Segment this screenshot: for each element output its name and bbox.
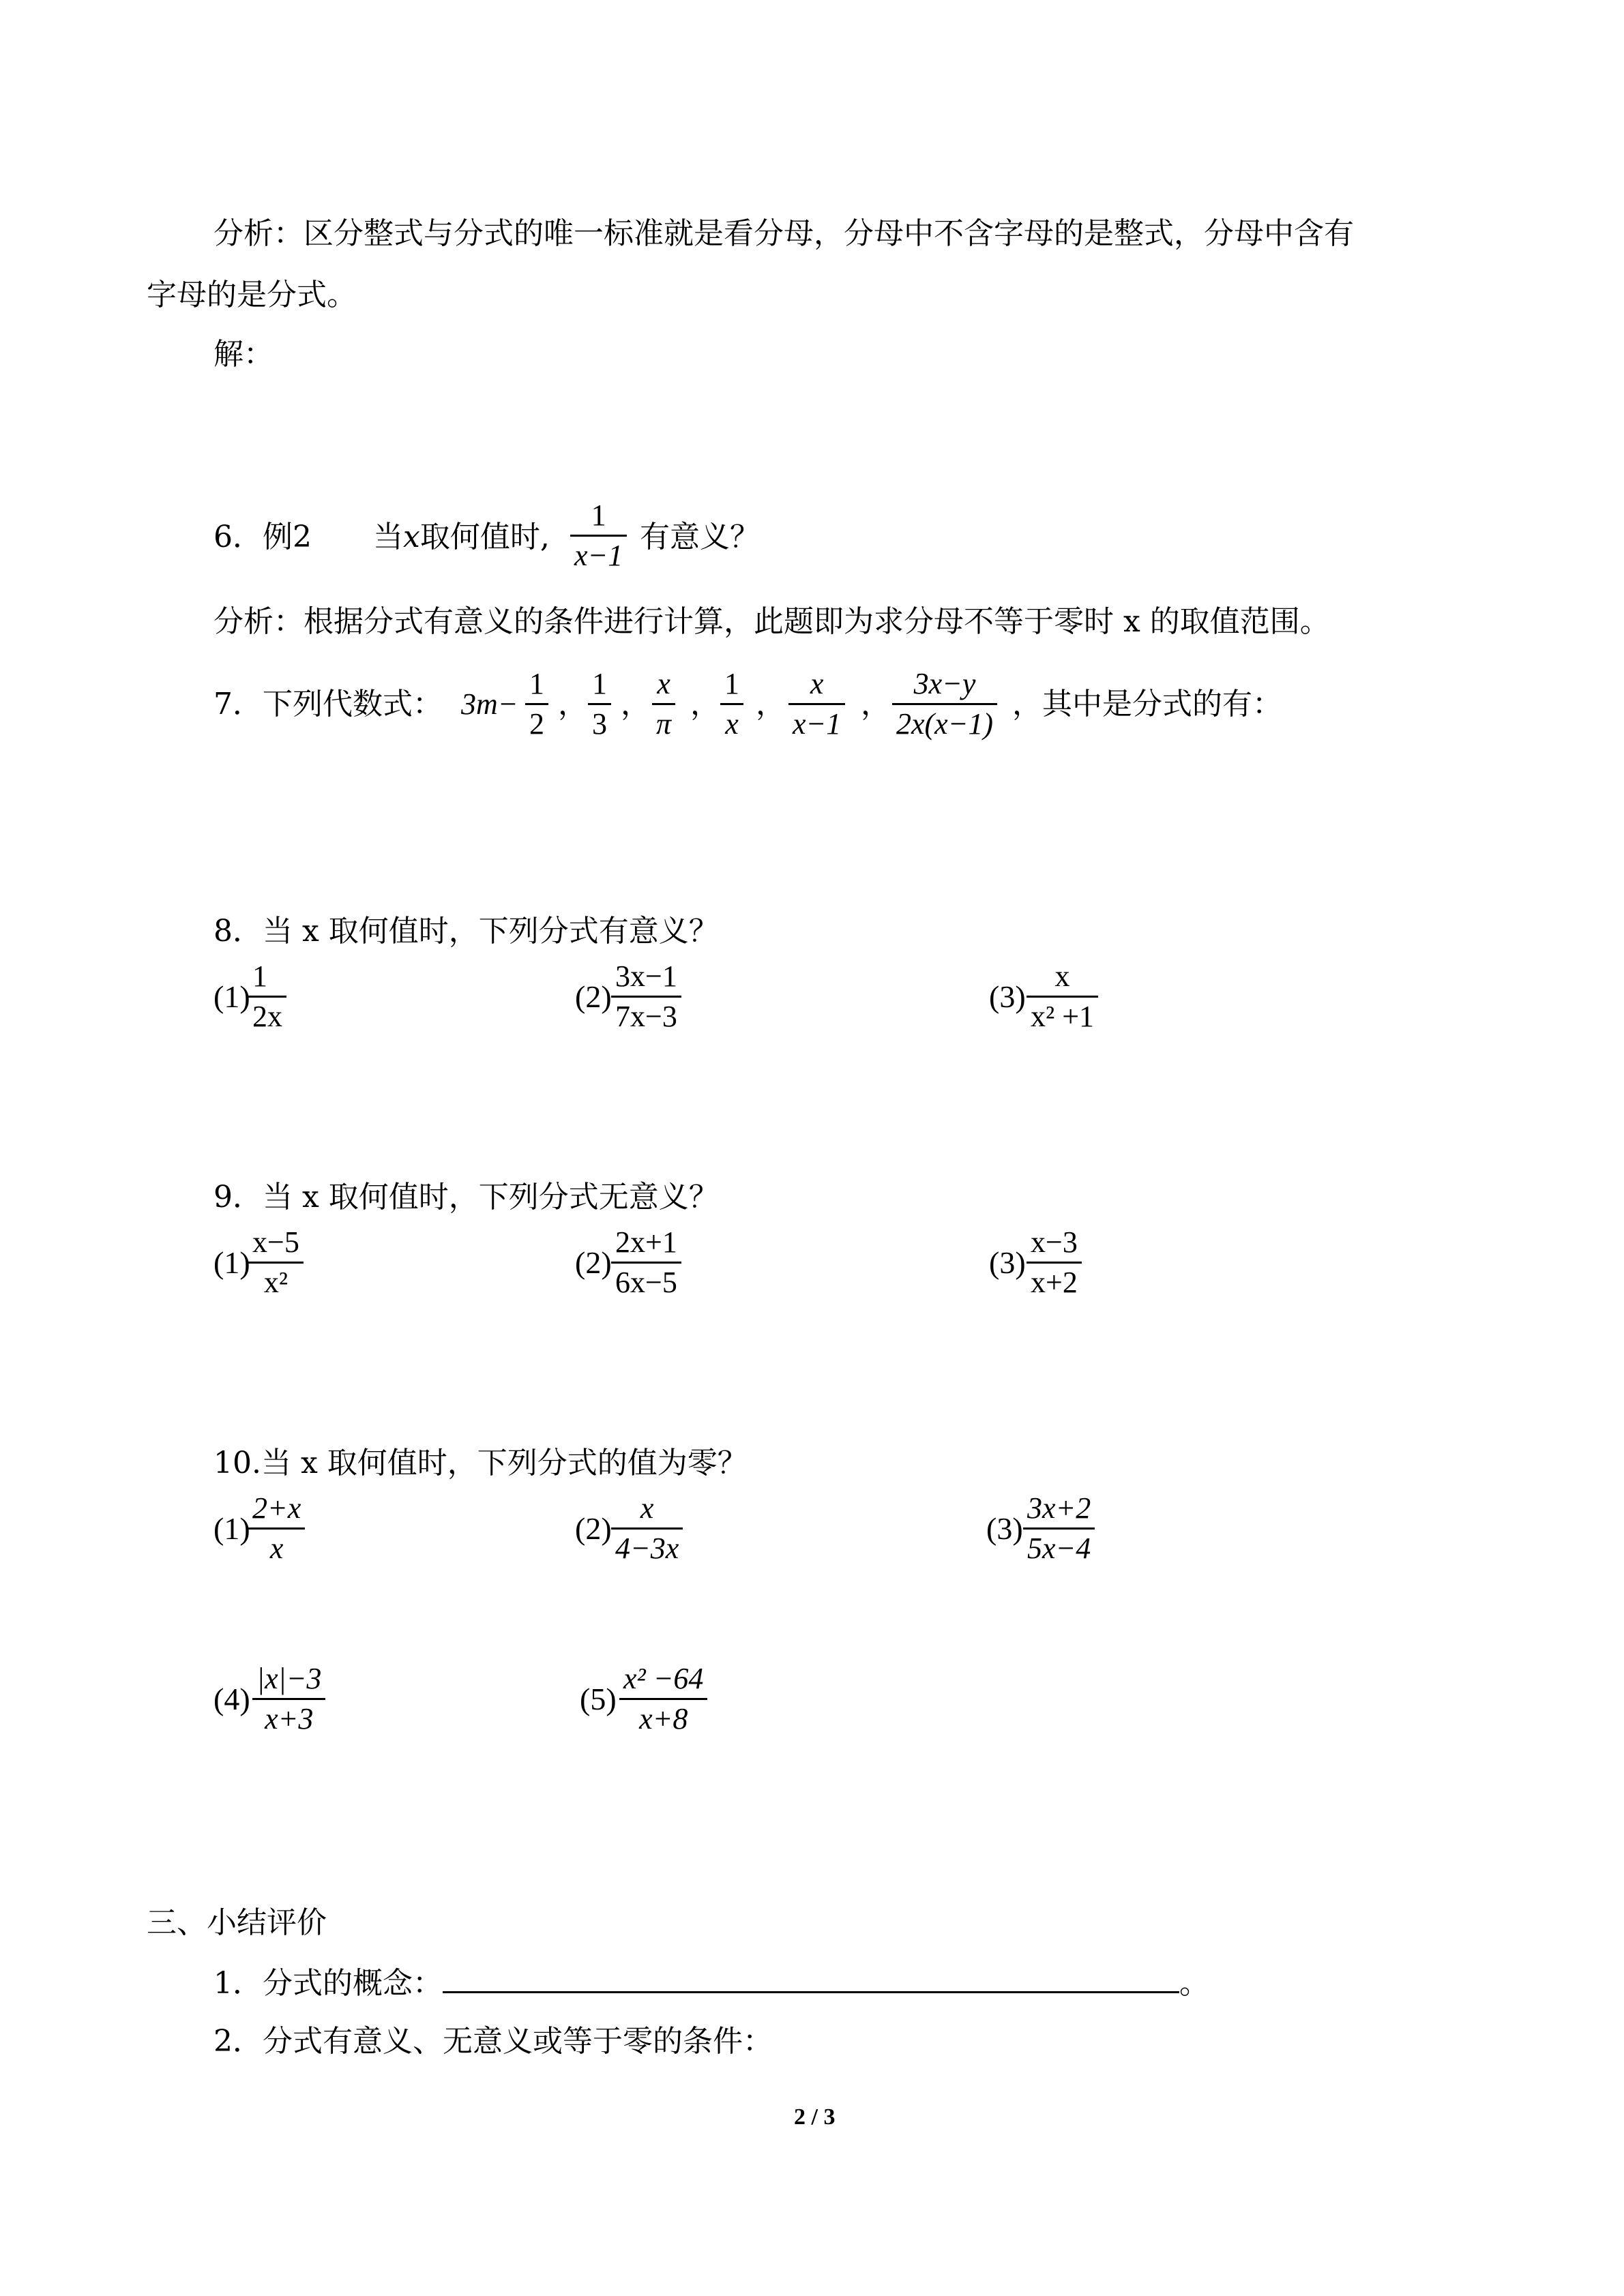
q9-label-2: (2) [575, 1245, 612, 1280]
q6-suffix: 有意义？ [640, 520, 760, 554]
q7-fraction-5 [788, 665, 845, 743]
q10-f1-num: 2+x [252, 1491, 301, 1525]
q6-text1: 当 [373, 520, 403, 554]
answer-blank[interactable] [443, 1961, 1179, 1993]
q7-f1-den: 2 [529, 707, 544, 741]
q10-label-2: (2) [575, 1511, 612, 1546]
q7-f5-den: x−1 [793, 707, 842, 741]
page-number: 2 / 3 [794, 2104, 836, 2130]
q6-fraction [570, 496, 627, 575]
q7-sep-3: ， [690, 687, 720, 721]
q6-prefix: 6．例2 [213, 520, 312, 554]
q10-fraction-2 [611, 1489, 683, 1568]
q7-f4-num: 1 [724, 667, 739, 700]
q8-fraction-3 [1027, 957, 1098, 1036]
q10-f5-den: x+8 [639, 1702, 688, 1735]
q8-f3-num: x [1054, 959, 1070, 993]
q6-line [213, 517, 550, 558]
q10-label-5: (5) [580, 1682, 617, 1716]
q9-f2-den: 6x−5 [615, 1266, 677, 1299]
q7-prefix: 7．下列代数式： [213, 687, 443, 721]
q9-label-3: (3) [989, 1245, 1026, 1280]
q7-f2-num: 1 [592, 667, 607, 700]
q10-f3-num: 3x+2 [1027, 1491, 1091, 1525]
q7-f4-den: x [725, 707, 739, 741]
q9-fraction-3 [1027, 1223, 1082, 1302]
q10-label-4: (4) [213, 1682, 250, 1716]
q7-f5-num: x [810, 667, 824, 700]
q7-fraction-3 [652, 665, 675, 743]
q8-label-3: (3) [989, 979, 1026, 1014]
summary-item-1-end: 。 [1179, 1966, 1209, 2001]
analysis-line-1: 分析：区分整式与分式的唯一标准就是看分母，分母中不含字母的是整式，分母中含有 [213, 216, 1354, 251]
q7-f3-den: π [656, 707, 672, 741]
summary-item-1-label: 1．分式的概念： [213, 1966, 443, 2001]
q9-f2-num: 2x+1 [615, 1225, 677, 1259]
q10-fraction-1 [248, 1489, 305, 1568]
q6-text2: 取何值时, [419, 520, 550, 554]
q7-f6-den: 2x(x−1) [896, 707, 994, 741]
summary-heading: 三、小结评价 [147, 1905, 327, 1940]
q7-sep-5: ， [861, 687, 891, 721]
q7-fraction-1 [525, 665, 548, 743]
q10-fraction-4 [252, 1660, 325, 1738]
q9-fraction-1 [248, 1223, 304, 1302]
q9-label-1: (1) [213, 1245, 250, 1280]
q7-f1-num: 1 [529, 667, 544, 700]
q9-f3-num: x−3 [1031, 1225, 1078, 1259]
q6-analysis: 分析：根据分式有意义的条件进行计算，此题即为求分母不等于零时 x 的取值范围。 [213, 604, 1330, 639]
summary-item-1 [213, 1961, 1209, 2004]
q9-f1-num: x−5 [252, 1225, 299, 1259]
q8-f1-num: 1 [252, 959, 267, 993]
q10-fraction-5 [619, 1660, 707, 1738]
q7-sep-4: ， [756, 687, 786, 721]
q9-f3-den: x+2 [1031, 1266, 1078, 1299]
q10-title: 10.当 x 取何值时，下列分式的值为零？ [213, 1446, 748, 1480]
q7-f3-num: x [657, 667, 670, 700]
q8-fraction-2 [611, 957, 681, 1036]
q10-f2-den: 4−3x [615, 1532, 679, 1565]
q6-denominator: x−1 [574, 539, 623, 572]
q8-title: 8．当 x 取何值时，下列分式有意义？ [213, 914, 719, 949]
q7-suffix: ，其中是分式的有： [1012, 687, 1282, 721]
q7-f6-num: 3x−y [913, 667, 976, 700]
q10-fraction-3 [1023, 1489, 1095, 1568]
q7-f2-den: 3 [592, 707, 607, 741]
q8-label-2: (2) [575, 979, 612, 1014]
q7-sep-1: ， [558, 687, 588, 721]
q8-fraction-1 [248, 957, 286, 1036]
q10-f4-den: x+3 [265, 1702, 314, 1735]
q8-f1-den: 2x [252, 1000, 282, 1033]
q10-f4-num: |x|−3 [256, 1662, 322, 1695]
q7-fraction-2 [588, 665, 611, 743]
q8-label-1: (1) [213, 979, 250, 1014]
q9-fraction-2 [611, 1223, 681, 1302]
solution-label: 解： [213, 337, 274, 372]
q7-lead-term: 3m− [461, 687, 518, 721]
q10-label-1: (1) [213, 1511, 250, 1546]
q8-f3-den: x² +1 [1031, 1000, 1095, 1033]
q10-f1-den: x [269, 1532, 284, 1565]
q10-f5-num: x² −64 [623, 1662, 704, 1695]
q6-var: x [403, 520, 420, 554]
summary-item-2: 2．分式有意义、无意义或等于零的条件： [213, 2024, 773, 2059]
analysis-line-2: 字母的是分式。 [147, 278, 357, 312]
q9-f1-den: x² [263, 1266, 289, 1299]
q8-f2-den: 7x−3 [615, 1000, 677, 1033]
q8-f2-num: 3x−1 [615, 959, 677, 993]
q7-lead [461, 684, 518, 725]
q7-fraction-4 [720, 665, 743, 743]
q9-title: 9．当 x 取何值时，下列分式无意义？ [213, 1180, 719, 1214]
q7-fraction-6 [892, 665, 997, 743]
q10-label-3: (3) [986, 1511, 1023, 1546]
q6-numerator: 1 [591, 498, 606, 532]
q7-sep-2: ， [621, 687, 651, 721]
q10-f3-den: 5x−4 [1027, 1532, 1091, 1565]
q10-f2-num: x [640, 1491, 654, 1525]
